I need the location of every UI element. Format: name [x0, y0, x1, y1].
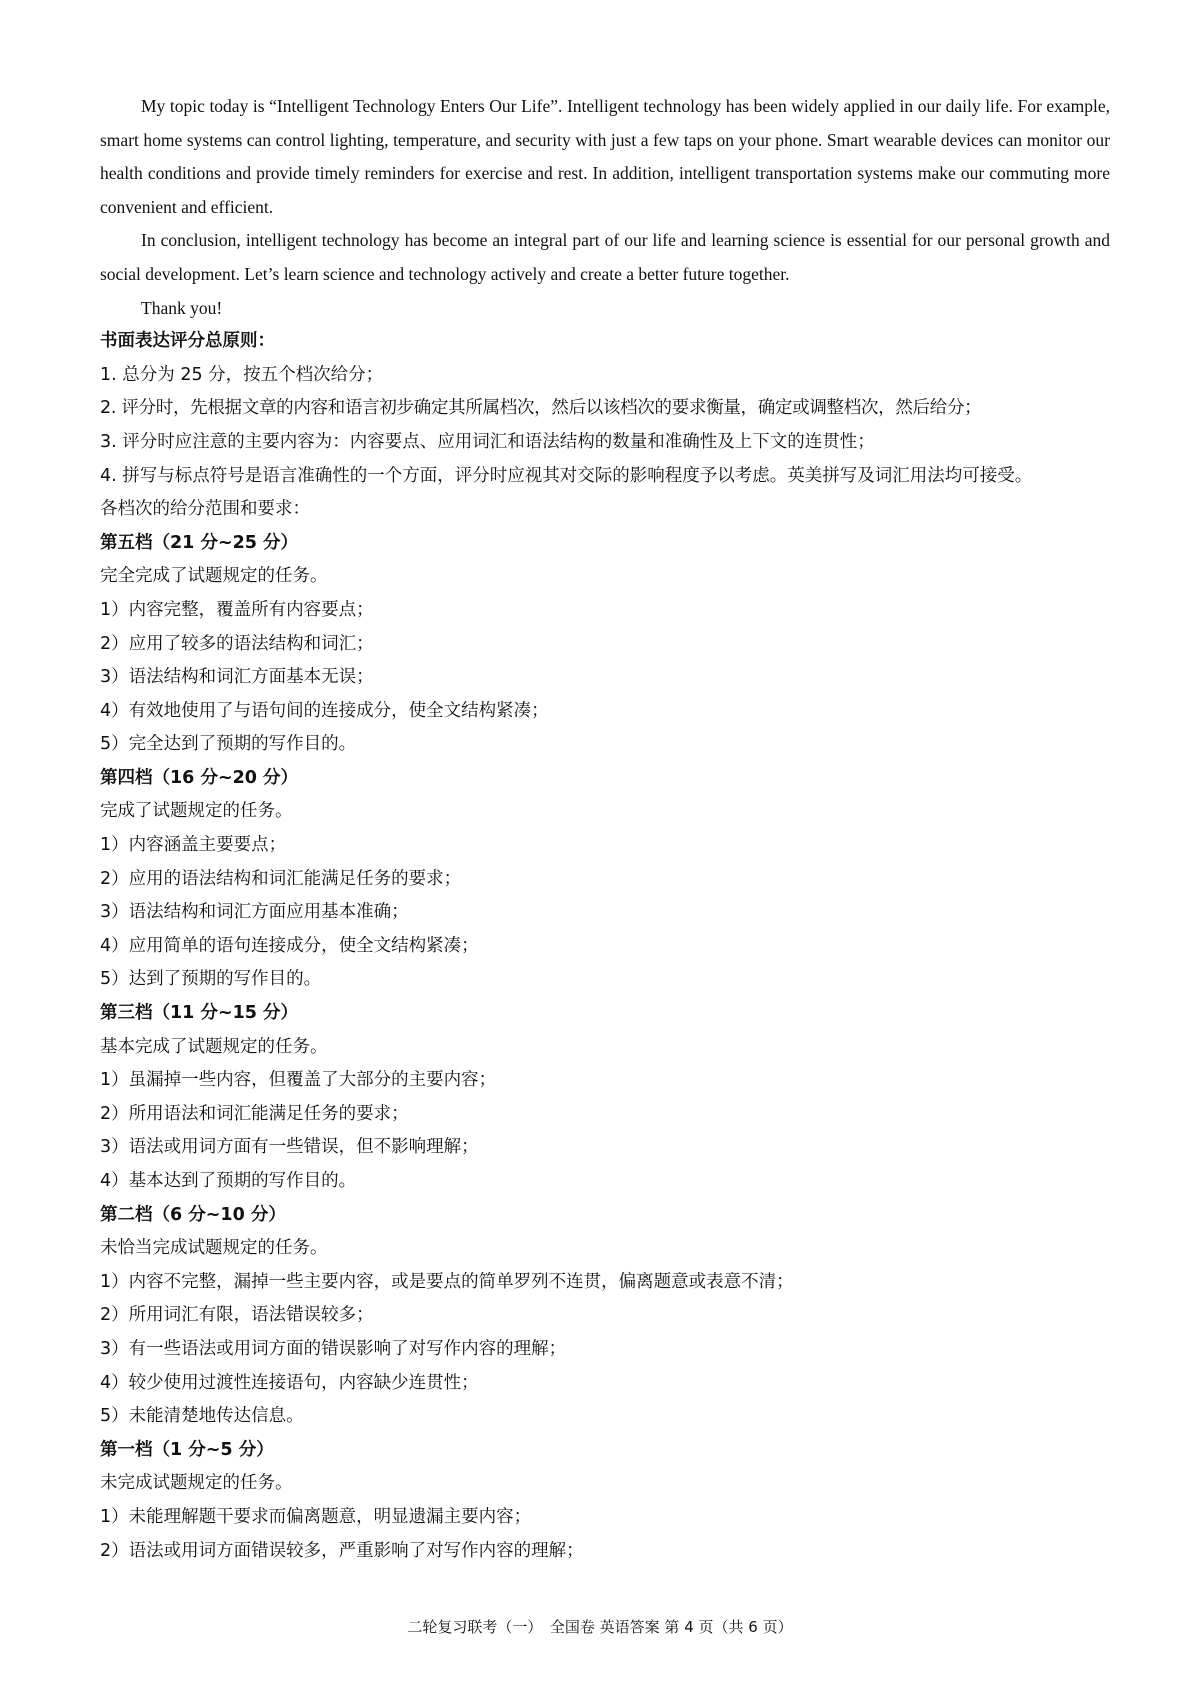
principle-item: 3. 评分时应注意的主要内容为：内容要点、应用词汇和语法结构的数量和准确性及上下文的连贯性；: [100, 431, 875, 452]
level-item: 5）完全达到了预期的写作目的。: [100, 734, 357, 755]
level-summary: 未恰当完成试题规定的任务。: [100, 1238, 328, 1259]
level-summary: 完成了试题规定的任务。: [100, 801, 293, 822]
level-item: 1）未能理解题干要求而偏离题意，明显遗漏主要内容；: [100, 1506, 532, 1527]
essay-paragraph: In conclusion, intelligent technology has become an integral part of our life and learning science is essential for our personal growth and social development. Let’s learn science and technology actively and create a better future together.: [100, 230, 1110, 284]
level-item: 5）未能清楚地传达信息。: [100, 1406, 304, 1427]
level-summary: 未完成试题规定的任务。: [100, 1473, 293, 1494]
scoring-principles: [100, 325, 1110, 493]
level-item: 4）较少使用过渡性连接语句，内容缺少连贯性；: [100, 1372, 479, 1393]
page-footer: 二轮复习联考（一） 全国卷 英语答案 第 4 页（共 6 页）: [407, 1618, 793, 1636]
level-title: 第三档（11 分~15 分）: [100, 1003, 299, 1024]
level-item: 2）所用语法和词汇能满足任务的要求；: [100, 1103, 409, 1124]
principle-item: 1. 总分为 25 分，按五个档次给分；: [100, 364, 384, 385]
level-item: 3）语法结构和词汇方面基本无误；: [100, 667, 374, 688]
level-item: 4）有效地使用了与语句间的连接成分，使全文结构紧凑；: [100, 700, 549, 721]
principle-item: 4. 拼写与标点符号是语言准确性的一个方面，评分时应视其对交际的影响程度予以考虑。英美拼写及词汇用法均可接受。: [100, 465, 1033, 486]
level-item: 2）语法或用词方面错误较多，严重影响了对写作内容的理解；: [100, 1540, 584, 1561]
level-item: 5）达到了预期的写作目的。: [100, 969, 322, 990]
level-section: [100, 762, 1110, 997]
essay-paragraph: My topic today is “Intelligent Technology Enters Our Life”. Intelligent technology has been widely applied in our daily life. For example, smart home systems can control lighting, temperature, and security with just a few taps on your phone. Smart wearable devices can monitor our health conditions and provide timely reminders for exercise and rest. In addition, intelligent transportation systems make our commuting more convenient and efficient.: [100, 96, 1110, 217]
level-item: 1）内容完整，覆盖所有内容要点；: [100, 599, 374, 620]
level-title: 第二档（6 分~10 分）: [100, 1204, 286, 1225]
level-item: 1）内容涵盖主要要点；: [100, 835, 287, 856]
essay-closing: Thank you!: [141, 297, 223, 318]
level-title: 第五档（21 分~25 分）: [100, 532, 299, 553]
level-title: 第四档（16 分~20 分）: [100, 767, 299, 788]
level-item: 2）应用了较多的语法结构和词汇；: [100, 633, 374, 654]
levels-intro: 各档次的给分范围和要求：: [100, 499, 310, 520]
level-section: [100, 997, 1110, 1199]
principle-item: 2. 评分时，先根据文章的内容和语言初步确定其所属档次，然后以该档次的要求衡量，确定或调整档次，然后给分；: [100, 398, 982, 419]
level-summary: 完全完成了试题规定的任务。: [100, 566, 328, 587]
level-item: 3）语法或用词方面有一些错误，但不影响理解；: [100, 1137, 479, 1158]
level-section: [100, 527, 1110, 762]
level-item: 4）应用简单的语句连接成分，使全文结构紧凑；: [100, 935, 479, 956]
principles-heading: 书面表达评分总原则：: [100, 331, 275, 352]
level-item: 4）基本达到了预期的写作目的。: [100, 1171, 357, 1191]
level-section: [100, 1434, 1110, 1568]
level-summary: 基本完成了试题规定的任务。: [100, 1036, 328, 1057]
level-item: 3）有一些语法或用词方面的错误影响了对写作内容的理解；: [100, 1338, 567, 1359]
level-item: 2）所用词汇有限，语法错误较多；: [100, 1305, 374, 1326]
sample-essay: [100, 90, 1110, 325]
level-item: 1）内容不完整，漏掉一些主要内容，或是要点的简单罗列不连贯，偏离题意或表意不清；: [100, 1271, 794, 1292]
level-item: 1）虽漏掉一些内容，但覆盖了大部分的主要内容；: [100, 1070, 497, 1091]
level-title: 第一档（1 分~5 分）: [100, 1439, 274, 1460]
level-item: 2）应用的语法结构和词汇能满足任务的要求；: [100, 868, 462, 889]
level-item: 3）语法结构和词汇方面应用基本准确；: [100, 902, 409, 923]
level-section: [100, 1199, 1110, 1434]
answer-page: [100, 90, 1110, 1568]
